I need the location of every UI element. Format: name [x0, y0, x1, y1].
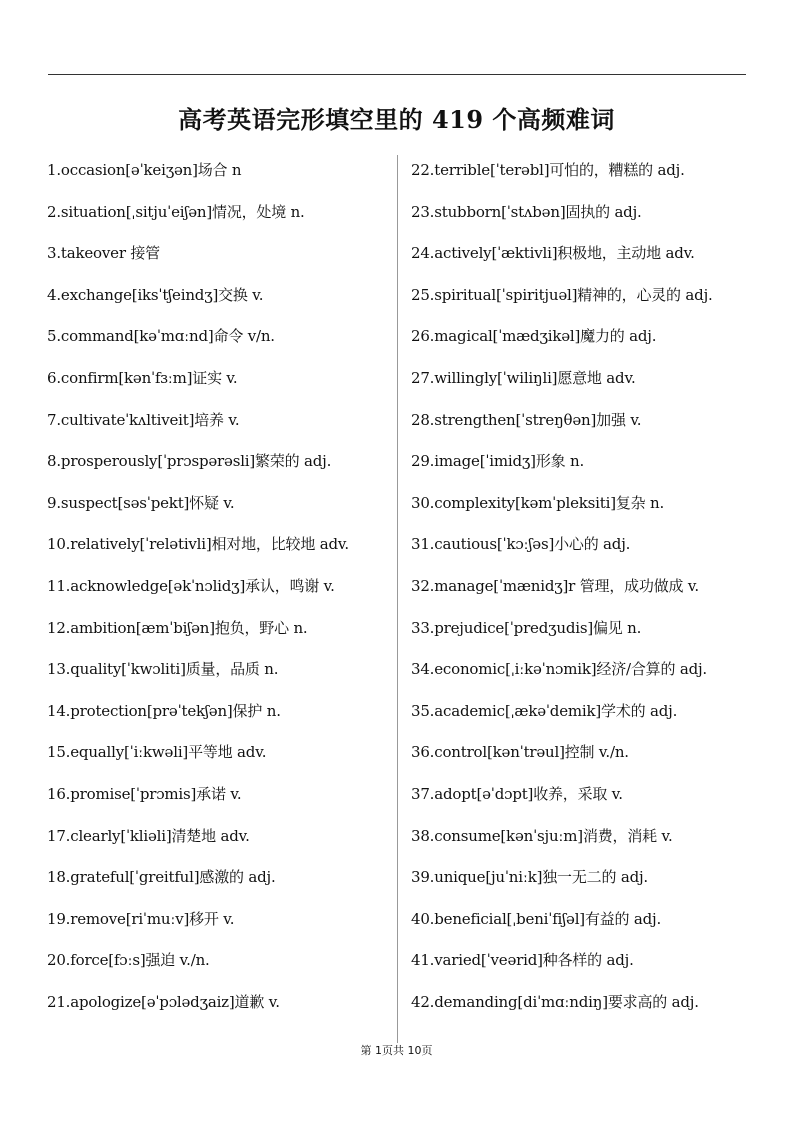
vocab-entry: 42.demanding[diˈmɑːndiŋ]要求高的 adj. — [411, 992, 699, 1011]
vocab-entry: 9.suspect[səsˈpekt]怀疑 v. — [47, 493, 235, 512]
vocab-entry: 35.academic[ˌækəˈdemik]学术的 adj. — [411, 701, 678, 720]
header-rule — [48, 74, 746, 75]
vocab-entry: 8.prosperously[ˈprɔspərəsli]繁荣的 adj. — [47, 452, 332, 471]
vocab-entry: 32.manage[ˈmænidʒ]r 管理，成功做成 v. — [411, 576, 699, 595]
vocab-column-left — [47, 152, 387, 1025]
vocab-entry: 30.complexity[kəmˈpleksiti]复杂 n. — [411, 493, 665, 512]
vocab-entry: 40.beneficial[ˌbeniˈfiʃəl]有益的 adj. — [411, 909, 662, 928]
vocab-entry: 7.cultivateˈkʌltiveit]培养 v. — [47, 410, 240, 429]
vocab-entry: 28.strengthen[ˈstreŋθən]加强 v. — [411, 410, 642, 429]
vocab-entry: 26.magical[ˈmædʒikəl]魔力的 adj. — [411, 327, 657, 346]
page-title: 高考英语完形填空里的 419 个高频难词 — [178, 105, 615, 134]
column-divider — [397, 155, 398, 1043]
vocab-entry: 37.adopt[əˈdɔpt]收养，采取 v. — [411, 784, 623, 803]
vocab-entry: 1.occasion[əˈkeiʒən]场合 n — [47, 161, 242, 179]
vocab-entry: 14.protection[prəˈtekʃən]保护 n. — [47, 701, 281, 720]
vocab-entry: 39.unique[juˈniːk]独一无二的 adj. — [411, 868, 648, 887]
vocab-entry: 5.command[kəˈmɑːnd]命令 v/n. — [47, 327, 275, 346]
vocab-entry: 34.economic[ˌiːkəˈnɔmik]经济/合算的 adj. — [411, 660, 708, 679]
vocab-entry: 24.actively[ˈæktivli]积极地，主动地 adv. — [411, 244, 695, 263]
page-footer: 第 1页共 10页 — [360, 1044, 433, 1057]
vocab-entry: 22.terrible[ˈterəbl]可怕的，糟糕的 adj. — [411, 161, 685, 179]
vocab-entry: 3.takeover 接管 — [47, 244, 160, 263]
vocab-entry: 13.quality[ˈkwɔliti]质量，品质 n. — [47, 660, 279, 679]
vocab-entry: 10.relatively[ˈrelətivli]相对地，比较地 adv. — [47, 535, 349, 554]
vocab-entry: 6.confirm[kənˈfɜːm]证实 v. — [47, 368, 238, 387]
vocab-entry: 27.willingly[ˈwiliŋli]愿意地 adv. — [411, 368, 636, 387]
vocab-entry: 23.stubborn[ˈstʌbən]固执的 adj. — [411, 202, 642, 221]
vocab-entry: 4.exchange[iksˈtʃeindʒ]交换 v. — [47, 285, 264, 304]
vocab-entry: 18.grateful[ˈgreitful]感激的 adj. — [47, 868, 276, 887]
vocab-entry: 29.image[ˈimidʒ]形象 n. — [411, 452, 585, 471]
vocab-entry: 17.clearly[ˈkliəli]清楚地 adv. — [47, 826, 250, 845]
vocab-entry: 20.force[fɔːs]强迫 v./n. — [47, 951, 210, 970]
vocab-entry: 36.control[kənˈtrəul]控制 v./n. — [411, 743, 629, 762]
vocab-entry: 2.situation[ˌsitjuˈeiʃən]情况，处境 n. — [47, 202, 305, 221]
vocab-entry: 21.apologize[əˈpɔlədʒaiz]道歉 v. — [47, 992, 280, 1011]
vocab-entry: 41.varied[ˈveərid]种各样的 adj. — [411, 951, 634, 970]
vocab-entry: 25.spiritual[ˈspiritjuəl]精神的，心灵的 adj. — [411, 285, 713, 304]
vocab-entry: 16.promise[ˈprɔmis]承诺 v. — [47, 784, 242, 803]
vocab-entry: 19.remove[riˈmuːv]移开 v. — [47, 909, 235, 928]
vocab-column-right — [411, 152, 751, 1025]
vocab-entry: 38.consume[kənˈsjuːm]消费，消耗 v. — [411, 826, 673, 845]
vocab-entry: 12.ambition[æmˈbiʃən]抱负，野心 n. — [47, 618, 308, 637]
vocab-entry: 15.equally[ˈiːkwəli]平等地 adv. — [47, 743, 267, 762]
vocab-entry: 11.acknowledge[əkˈnɔlidʒ]承认，鸣谢 v. — [47, 576, 335, 595]
vocab-entry: 33.prejudice[ˈpredʒudis]偏见 n. — [411, 618, 642, 637]
vocab-entry: 31.cautious[ˈkɔːʃəs]小心的 adj. — [411, 535, 631, 554]
